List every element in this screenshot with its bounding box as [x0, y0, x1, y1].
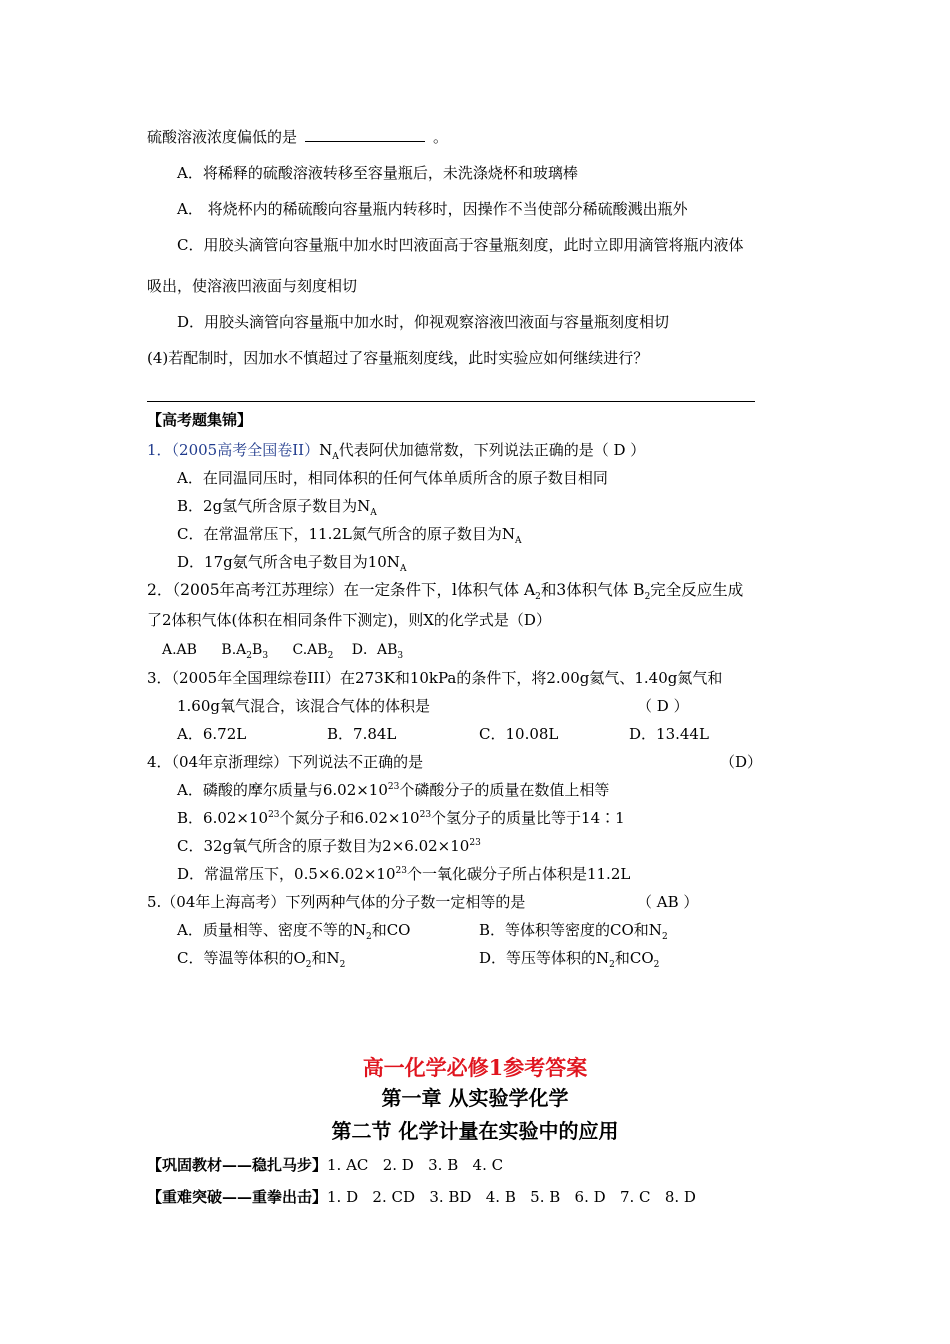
- answers-row-1: 【巩固教材——稳扎马步】1. AC 2. D 3. B 4. C: [147, 1156, 504, 1174]
- gk-q1-a: A．在同温同压时，相同体积的任何气体单质所含的原子数目相同: [177, 469, 608, 487]
- gk-q5-answer: （ AB ）: [637, 893, 699, 911]
- gk-q4-c: C．32g氧气所含的原子数目为$2\times 6.02\times 10^{23}$: [177, 837, 481, 855]
- gk-q4-a: A．磷酸的摩尔质量与$6.02\times 10^{23}$个磷酸分子的质量在数值上相等: [177, 781, 610, 799]
- gk-q3-opt-c: C．10.08L: [479, 725, 559, 743]
- gk-q4-line1: 4．（04年京浙理综）下列说法不正确的是: [147, 753, 424, 771]
- answer-blank: [305, 127, 425, 142]
- gk-q1-c: C．在常温常压下，11.2L氮气所含的原子数目为$N_A$: [177, 525, 522, 546]
- gk-q5-c: C．等温等体积的$O_2$和$N_2$: [177, 949, 346, 970]
- answers-row-2: 【重难突破——重拳出击】1. D 2. CD 3. BD 4. B 5. B 6. D 7. C 8. D: [147, 1188, 696, 1206]
- gk-q1-b: B．2g氢气所含原子数目为$N_A$: [177, 497, 377, 518]
- gk-q5-d: D．等压等体积的$N_2$和$CO_2$: [479, 949, 660, 970]
- gaokao-heading: 【高考题集锦】: [147, 411, 253, 429]
- option-a1: A．将稀释的硫酸溶液转移至容量瓶后，未洗涤烧杯和玻璃棒: [177, 164, 578, 182]
- section-title: 第二节 化学计量在实验中的应用: [331, 1119, 619, 1143]
- gk-q2-line2: 了2体积气体(体积在相同条件下测定)，则X的化学式是（D）: [147, 611, 551, 629]
- gk-q5-b: B．等体积等密度的CO和$N_2$: [479, 921, 668, 942]
- answers-title: 高一化学必修1参考答案: [362, 1055, 588, 1080]
- gk-q3-opt-b: B．7.84L: [327, 725, 397, 743]
- option-c-cont: 吸出，使溶液凹液面与刻度相切: [147, 277, 358, 295]
- gk-q5-a: A．质量相等、密度不等的$N_2$和CO: [177, 921, 411, 942]
- gk-q3-answer: （ D ）: [637, 697, 689, 715]
- option-a2: A． 将烧杯内的稀硫酸向容量瓶内转移时，因操作不当使部分稀硫酸溅出瓶外: [177, 200, 688, 218]
- answer-line: [147, 401, 755, 402]
- gk-q3-opt-a: A．6.72L: [177, 725, 247, 743]
- option-c: C．用胶头滴管向容量瓶中加水时凹液面高于容量瓶刻度，此时立即用滴管将瓶内液体: [177, 236, 744, 254]
- gk-q3-line2: 1.60g氧气混合，该混合气体的体积是: [177, 697, 431, 715]
- gk-q3-opt-d: D．13.44L: [629, 725, 709, 743]
- question-intro: 硫酸溶液浓度偏低的是 。: [147, 128, 449, 146]
- gk-q4-d: D．常温常压下，$0.5\times 6.02\times 10^{23}$个一氧化碳分子所占体积是11.2L: [177, 865, 631, 883]
- gk-q3-line1: 3．（2005年全国理综卷III）在273K和10kPa的条件下，将2.00g氦气、1.40g氮气和: [147, 669, 723, 687]
- gk-q2-line1: 2．（2005年高考江苏理综）在一定条件下，l体积气体 $A_2$和3体积气体 $B_2$完全反应生成: [147, 581, 744, 603]
- option-d: D．用胶头滴管向容量瓶中加水时，仰视观察溶液凹液面与容量瓶刻度相切: [177, 313, 670, 331]
- chapter-title: 第一章 从实验学化学: [381, 1086, 569, 1110]
- question-4: (4)若配制时，因加水不慎超过了容量瓶刻度线，此时实验应如何继续进行？: [147, 349, 649, 367]
- gk-q1-stem: 1．（2005高考全国卷$II)N_A$代表阿伏加德常数，下列说法正确的是（ D ）: [147, 441, 646, 462]
- gk-q1-d: D．17g氨气所含电子数目为$10N_A$: [177, 553, 407, 574]
- gk-q5-line1: 5.（04年上海高考）下列两种气体的分子数一定相等的是: [147, 893, 526, 911]
- gk-q2-options: A.AB $B.A_2B_3$ $C.AB_2$ D．$AB_3$: [162, 642, 404, 661]
- gk-q4-b: B．$6.02\times 10^{23}$个氮分子和$6.02\times 10^{23}$个氢分子的质量比等于14∶1: [177, 809, 625, 827]
- gk-q4-answer: （D）: [720, 753, 763, 771]
